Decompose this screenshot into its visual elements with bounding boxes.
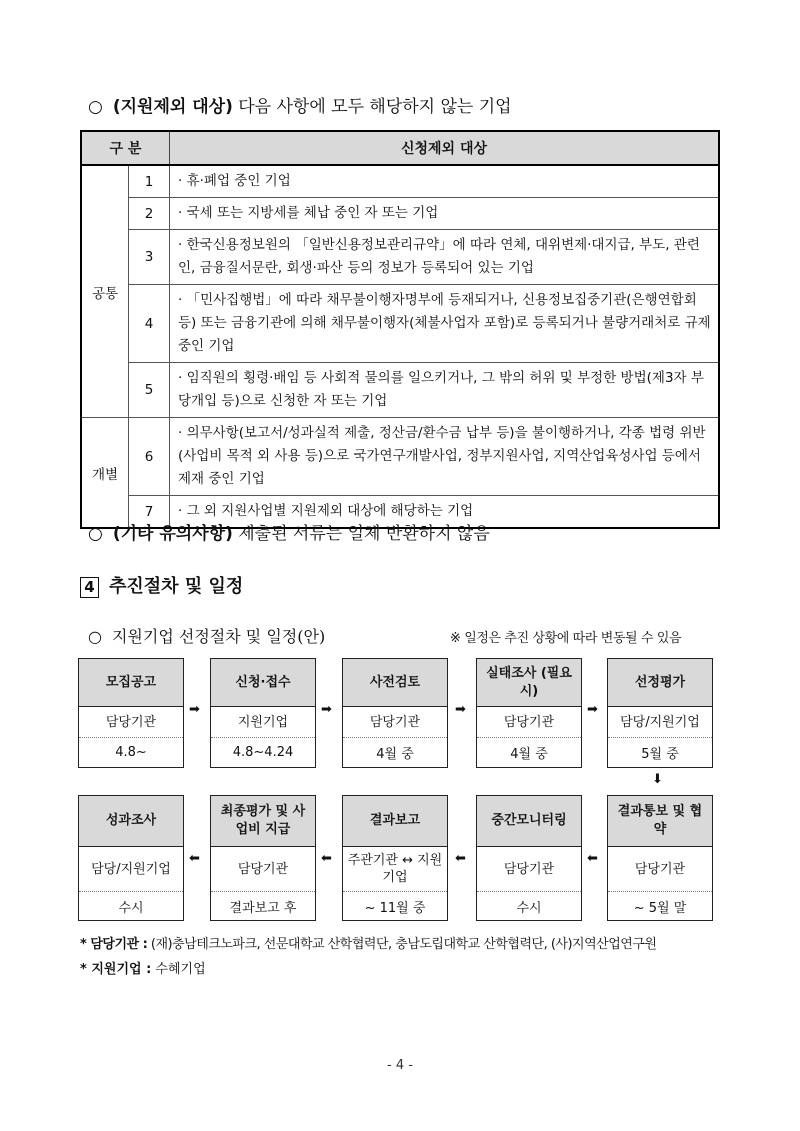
note-text: 수혜기업 xyxy=(151,962,206,977)
row-number: 6 xyxy=(129,418,170,496)
exclusion-heading-text: 다음 사항에 모두 해당하지 않는 기업 xyxy=(232,97,512,117)
note-label: * 지원기업 : xyxy=(80,962,152,977)
row-text: · 휴·폐업 중인 기업 xyxy=(170,165,720,198)
step-time: 결과보고 후 xyxy=(229,900,297,916)
step-time: 4.8~4.24 xyxy=(232,745,294,760)
table-row xyxy=(81,165,719,198)
step-title: 사전검토 xyxy=(343,659,447,707)
step-time: ~ 11월 중 xyxy=(364,900,426,916)
page-number: - 4 - xyxy=(387,1058,413,1073)
table-row xyxy=(81,363,719,418)
section-4-title: 추진절차 및 일정 xyxy=(109,576,244,597)
bullet-circle: ○ xyxy=(88,524,103,544)
arrow-down-icon: ⬇ xyxy=(652,772,663,787)
step-card xyxy=(342,795,448,921)
step-time: 수시 xyxy=(516,900,542,916)
arrow-left-icon: ⬅ xyxy=(189,851,200,866)
step-owner: 담당기관 xyxy=(343,707,447,738)
section-number-box: 4 xyxy=(80,577,99,598)
row-text: · 「민사집행법」에 따라 채무불이행자명부에 등재되거나, 신용정보집중기관(은행연합회 등) 또는 금융기관에 의해 채무불이행자(체불사업자 포함)로 등록되거나 불량거래처로 규제 중인 기업 xyxy=(170,285,720,363)
bullet-circle: ○ xyxy=(88,627,102,646)
other-notes-heading xyxy=(88,519,490,544)
step-owner: 담당기관 xyxy=(79,707,183,738)
step-card xyxy=(78,795,184,921)
step-time: 4월 중 xyxy=(510,747,548,762)
bullet-circle: ○ xyxy=(88,97,103,117)
step-time: 4.8~ xyxy=(115,745,147,760)
step-card xyxy=(78,658,184,768)
step-time: 수시 xyxy=(118,900,144,916)
table-row xyxy=(81,285,719,363)
row-text: · 한국신용정보원의 「일반신용정보관리규약」에 따라 연체, 대위변제·대지급, 부도, 관련인, 금융질서문란, 회생·파산 등의 정보가 등록되어 있는 기업 xyxy=(170,230,720,285)
exclusion-heading-bold: (지원제외 대상) xyxy=(112,97,233,117)
note-line xyxy=(80,958,206,977)
step-title: 신청·접수 xyxy=(211,659,315,707)
step-owner: 담당/지원기업 xyxy=(608,707,712,738)
step-owner: 주관기관 ↔ 지원기업 xyxy=(343,847,447,892)
row-number: 1 xyxy=(129,165,170,198)
step-title: 결과보고 xyxy=(343,796,447,847)
step-card xyxy=(476,795,582,921)
step-title: 최종평가 및 사업비 지급 xyxy=(211,796,315,847)
step-owner: 담당기관 xyxy=(608,847,712,892)
header-category: 구 분 xyxy=(81,131,170,165)
row-number: 2 xyxy=(129,198,170,230)
step-title: 모집공고 xyxy=(79,659,183,707)
note-line xyxy=(80,933,656,952)
table-row xyxy=(81,230,719,285)
step-owner: 담당기관 xyxy=(477,707,581,738)
schedule-heading xyxy=(88,624,325,647)
table-row xyxy=(81,418,719,496)
exclusion-heading xyxy=(88,92,512,117)
step-title: 결과통보 및 협약 xyxy=(608,796,712,847)
step-owner: 담당기관 xyxy=(211,847,315,892)
arrow-left-icon: ⬅ xyxy=(321,851,332,866)
arrow-right-icon: ➡ xyxy=(587,702,598,717)
row-text: · 임직원의 횡령·배임 등 사회적 물의를 일으키거나, 그 밖의 허위 및 부정한 방법(제3자 부당개입 등)으로 신청한 자 또는 기업 xyxy=(170,363,720,418)
step-title: 실태조사 (필요시) xyxy=(477,659,581,707)
step-time: 4월 중 xyxy=(376,747,414,762)
row-text: · 의무사항(보고서/성과실적 제출, 정산금/환수금 납부 등)을 불이행하거나, 각종 법령 위반(사업비 목적 외 사용 등)으로 국가연구개발사업, 정부지원사업, 지역산업육성사업 등에서 제재 중인 기업 xyxy=(170,418,720,496)
row-text: · 그 외 지원사업별 지원제외 대상에 해당하는 기업 xyxy=(170,496,720,529)
step-time: ~ 5월 말 xyxy=(633,900,687,916)
step-card xyxy=(210,795,316,921)
schedule-note: ※ 일정은 추진 상황에 따라 변동될 수 있음 xyxy=(450,631,682,646)
row-number: 4 xyxy=(129,285,170,363)
group-common: 공통 xyxy=(81,165,129,418)
table-row xyxy=(81,198,719,230)
step-title: 선정평가 xyxy=(608,659,712,707)
note-label: * 담당기관 : xyxy=(80,937,148,952)
note-text: (재)충남테크노파크, 선문대학교 산학협력단, 충남도립대학교 산학협력단, (사)지역산업연구원 xyxy=(147,937,657,952)
step-title: 중간모니터링 xyxy=(477,796,581,847)
other-notes-text: 제출된 서류는 일체 반환하지 않음 xyxy=(232,524,490,544)
table-header-row xyxy=(81,131,719,165)
row-number: 7 xyxy=(129,496,170,529)
step-card xyxy=(607,658,713,768)
row-number: 5 xyxy=(129,363,170,418)
step-card xyxy=(342,658,448,768)
arrow-right-icon: ➡ xyxy=(189,702,200,717)
section-4-heading xyxy=(80,572,243,598)
step-time: 5월 중 xyxy=(641,747,679,762)
header-target: 신청제외 대상 xyxy=(170,131,720,165)
step-card xyxy=(476,658,582,768)
step-owner: 담당/지원기업 xyxy=(79,847,183,892)
row-text: · 국세 또는 지방세를 체납 중인 자 또는 기업 xyxy=(170,198,720,230)
step-title: 성과조사 xyxy=(79,796,183,847)
step-owner: 담당기관 xyxy=(477,847,581,892)
group-individual: 개별 xyxy=(81,418,129,529)
schedule-title: 지원기업 선정절차 및 일정(안) xyxy=(111,627,326,646)
arrow-right-icon: ➡ xyxy=(455,702,466,717)
row-number: 3 xyxy=(129,230,170,285)
other-notes-bold: (기타 유의사항) xyxy=(112,524,233,544)
arrow-left-icon: ⬅ xyxy=(587,851,598,866)
step-card xyxy=(607,795,713,921)
step-card xyxy=(210,658,316,768)
exclusion-table xyxy=(80,130,720,529)
step-owner: 지원기업 xyxy=(211,707,315,738)
arrow-left-icon: ⬅ xyxy=(455,851,466,866)
arrow-right-icon: ➡ xyxy=(321,702,332,717)
